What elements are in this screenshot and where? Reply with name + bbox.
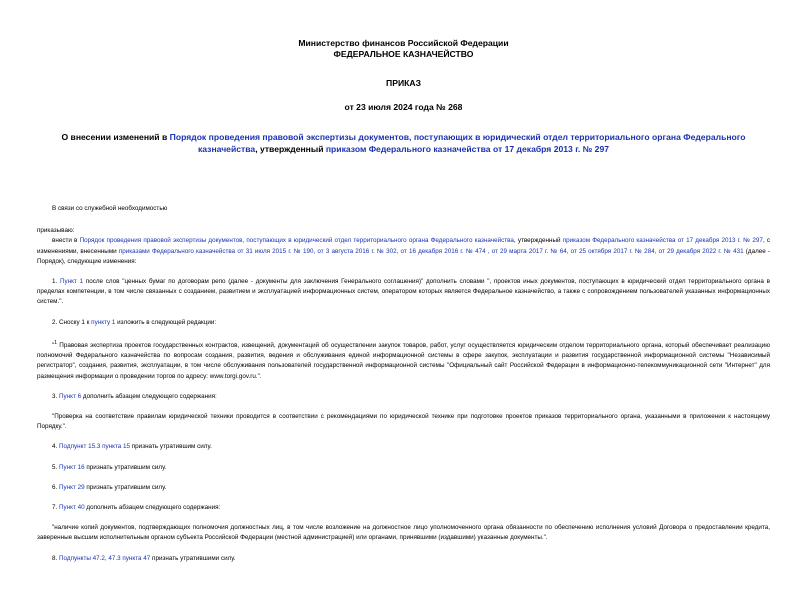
item-6-link[interactable]: Пункт 29 [59, 483, 85, 491]
item-3-link[interactable]: Пункт 6 [59, 392, 82, 400]
item-4-text: признать утратившим силу. [130, 443, 212, 451]
footnote-text: Правовая экспертиза проектов государственных контрактов, извещений, документаций об осуществлении закупок товаров, работ, услуг осуществляется юридическим отделом территориального органа, который обеспечивает реализацию полномочий Федерального казначейства по вопросам создания, развития, ведения и обслуживания единой информационной системы в сфере закупок, эксплуатации и развития государственной информационной системы "Независимый регистратор", создания, развития, эксплуатации, в том числе обслуживания пользователей государственной информационной системы "Официальный сайт Российской Федерации в информационно-телекоммуникационной сети "Интернет" для размещения информации о проведении торгов по адресу: www.torgi.gov.ru.". [37, 341, 770, 380]
agency-name: ФЕДЕРАЛЬНОЕ КАЗНАЧЕЙСТВО [333, 49, 474, 59]
item-5-link[interactable]: Пункт 16 [59, 463, 85, 471]
document-header [0, 38, 807, 113]
item-6 [37, 483, 770, 493]
item-6-num: 6. [52, 483, 60, 491]
document-type: ПРИКАЗ [386, 78, 421, 88]
main-text-3: , с изменениями, внесенными [37, 237, 771, 255]
item-3-num: 3. [52, 392, 60, 400]
item-4-link[interactable]: Подпункт 15.3 пункта 15 [59, 443, 131, 451]
item-4-num: 4. [52, 443, 60, 451]
title-text-mid: , утвержденный [255, 143, 326, 154]
main-link-order[interactable]: приказом Федерального казначейства от 17 декабря 2013 г. № 297 [562, 237, 763, 245]
intro-paragraph: В связи со служебной необходимостью [52, 205, 168, 212]
item-7-num: 7. [52, 503, 60, 511]
item-7-link[interactable]: Пункт 40 [59, 503, 85, 511]
title-text-pre: О внесении изменений в [61, 132, 170, 142]
item-8-text: признать утратившими силу. [150, 554, 236, 562]
document-date-number: от 23 июля 2024 года № 268 [344, 102, 463, 112]
item-5-text: признать утратившим силу. [84, 463, 167, 471]
footnote-mark: 1 [54, 339, 58, 346]
main-paragraph [37, 236, 770, 267]
document-body [37, 204, 770, 564]
item-5-num: 5. [52, 463, 60, 471]
item-2-text-1: 2. Сноску 1 к [52, 318, 92, 326]
item-6-text: признать утратившим силу. [84, 483, 167, 491]
item-8 [37, 554, 770, 564]
item-8-num: 8. [52, 554, 60, 562]
title-link-procedure[interactable]: Порядок проведения правовой экспертизы документов, поступающих в юридический отдел территориального органа Федерального казначейства [169, 132, 746, 154]
document-title [40, 132, 767, 155]
quote-7: "наличие копий документов, подтверждающих полномочия должностных лиц, в том числе возложение на должностное лицо уполномоченного органа обязанности по обеспечению исполнения условий Договора о предоставлении кредита, заверенные высшим исполнительным органом субъекта Российской Федерации (местной администрацией) или органами, принявшими (издавшими) указанные документы.". [37, 524, 770, 542]
main-link-amendments[interactable]: приказами Федерального казначейства от 31 июля 2015 г. № 190, от 3 августа 2016 г. № 302, от 16 декабря 2016 г. № 474 , от 29 марта 2017 г. № 64, от 25 октября 2017 г. № 284, от 29 декабря 2022 г. № 431 [118, 247, 744, 255]
item-7 [37, 503, 770, 513]
ministry-name: Министерство финансов Российской Федерации [298, 38, 509, 48]
item-3-text: дополнить абзацем следующего содержания: [81, 392, 217, 400]
item-5 [37, 463, 770, 473]
footnote-open-quote: " [52, 341, 55, 349]
footnote-paragraph [37, 338, 770, 382]
item-2-link[interactable]: пункту 1 [91, 318, 116, 326]
quote-3: "Проверка на соответствие правилам юридической техники проводится в соответствии с рекомендациями по юридической технике при подготовке проектов приказов территориального органа, указанными в приложении к настоящему Порядку.". [37, 412, 770, 431]
item-1-num: 1. [52, 278, 60, 286]
item-3 [37, 392, 770, 402]
item-2-text-2: изложить в следующей редакции: [115, 318, 217, 326]
order-word: приказываю: [37, 227, 75, 235]
item-1-text: после слов "ценных бумаг по договорам репо (далее - документы для заключения Генерального соглашения)" дополнить словами ", проектов иных документов, поступающих в юридический отдел территориального органа в пределах компетенции, в том числе связанных с созданием, развитием и эксплуатацией информационных систем, оператором которых является Федеральное казначейство, а также с сопровождением пользователей указанных информационных систем.". [37, 278, 770, 306]
item-8-link[interactable]: Подпункты 47.2, 47.3 пункта 47 [59, 554, 151, 562]
main-text-1: внести в [52, 237, 80, 245]
item-1 [37, 277, 770, 308]
item-7-text: дополнить абзацем следующего содержания: [84, 503, 221, 511]
main-text-2: , утвержденный [513, 237, 563, 245]
title-link-order[interactable]: приказом Федерального казначейства от 17 декабря 2013 г. № 297 [325, 143, 610, 154]
item-1-link[interactable]: Пункт 1 [59, 278, 84, 286]
main-text-4: (далее - Порядок), следующие изменения: [37, 247, 770, 265]
item-2 [37, 318, 770, 328]
item-4 [37, 442, 770, 452]
document-page [0, 38, 807, 609]
main-link-procedure[interactable]: Порядок проведения правовой экспертизы документов, поступающих в юридический отдел территориального органа Федерального казначейства [79, 237, 514, 245]
